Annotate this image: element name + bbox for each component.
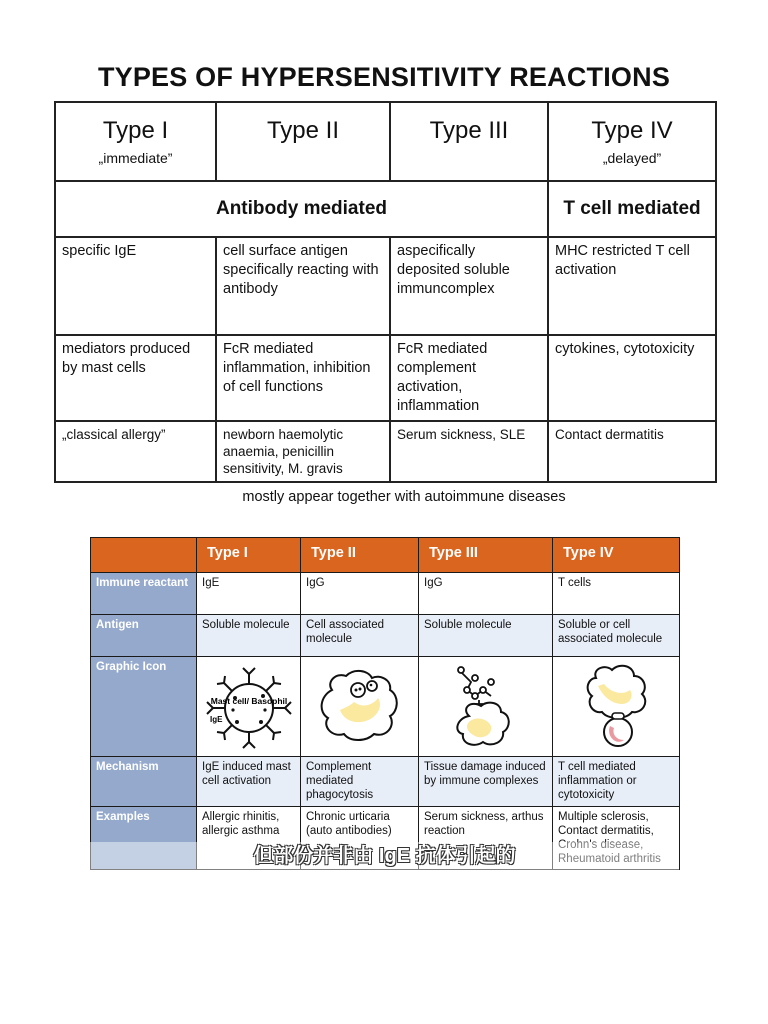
header-type-4: Type IV [553, 538, 680, 573]
cell: Cell associated molecule [301, 615, 419, 657]
type-header-row [55, 102, 716, 181]
table-row [55, 335, 716, 421]
cell: Tissue damage induced by immune complexes [419, 757, 553, 807]
header-blank [91, 538, 197, 573]
cell: Allergic rhinitis, allergic asthma [197, 807, 301, 870]
orange-header-row [91, 538, 680, 573]
header-type-3: Type III [419, 538, 553, 573]
header-type-1: Type I [197, 538, 301, 573]
cell: IgG [301, 573, 419, 615]
row-label: Immune reactant [91, 573, 197, 615]
ige-label: IgE [209, 715, 222, 724]
row-label: Graphic Icon [91, 657, 197, 757]
mast-cell-icon [197, 657, 301, 757]
header-type-3: Type III [390, 102, 548, 181]
hypersensitivity-summary-table [54, 101, 717, 483]
cell: „classical allergy” [55, 421, 216, 482]
table-row [91, 615, 680, 657]
cell: mediators produced by mast cells [55, 335, 216, 421]
cell: specific IgE [55, 237, 216, 335]
page-title: TYPES OF HYPERSENSITIVITY REACTIONS [97, 62, 671, 92]
cell: cell surface antigen specifically reacting with antibody [216, 237, 390, 335]
header-type-2: Type II [301, 538, 419, 573]
cell: Serum sickness, SLE [390, 421, 548, 482]
table-row [91, 757, 680, 807]
row-label: Examples [91, 807, 197, 870]
header-type-1: Type I „immediate” [55, 102, 216, 181]
table-row [55, 237, 716, 335]
cell: newborn haemolytic anaemia, penicillin sensitivity, M. gravis [216, 421, 390, 482]
cell: Chronic urticaria (auto antibodies) [301, 807, 419, 870]
table-row [91, 573, 680, 615]
cell: Complement mediated phagocytosis [301, 757, 419, 807]
cell: IgE [197, 573, 301, 615]
cell: FcR mediated complement activation, inflammation [390, 335, 548, 421]
mediation-row [55, 181, 716, 237]
cell: MHC restricted T cell activation [548, 237, 716, 335]
row-label: Antigen [91, 615, 197, 657]
cell: FcR mediated inflammation, inhibition of cell functions [216, 335, 390, 421]
cell: T cells [553, 573, 680, 615]
hypersensitivity-comparison-table [90, 537, 680, 870]
cell: aspecifically deposited soluble immuncomplex [390, 237, 548, 335]
cell: Multiple sclerosis, Contact dermatitis, Crohn's disease, Rheumatoid arthritis [553, 807, 680, 870]
mast-cell-label: Mast cell/ Basophil [210, 696, 287, 706]
cell: Soluble molecule [197, 615, 301, 657]
phagocytosis-icon [301, 657, 419, 757]
row-label: Mechanism [91, 757, 197, 807]
cell: Soluble or cell associated molecule [553, 615, 680, 657]
autoimmune-note: mostly appear together with autoimmune diseases [242, 489, 566, 505]
video-subtitle: 但部份并非由 IgE 抗体引起的 [90, 842, 679, 870]
tcell-mediated-label: T cell mediated [548, 181, 716, 237]
cell: Soluble molecule [419, 615, 553, 657]
immune-complex-icon [419, 657, 553, 757]
table-row [91, 657, 680, 757]
cell: Contact dermatitis [548, 421, 716, 482]
cell: IgE induced mast cell activation [197, 757, 301, 807]
cell: T cell mediated inflammation or cytotoxicity [553, 757, 680, 807]
cell: IgG [419, 573, 553, 615]
antibody-mediated-label: Antibody mediated [55, 181, 548, 237]
header-type-2: Type II [216, 102, 390, 181]
header-type-4: Type IV „delayed” [548, 102, 716, 181]
cell: cytokines, cytotoxicity [548, 335, 716, 421]
tcell-icon [553, 657, 680, 757]
table-row [55, 421, 716, 482]
cell: Serum sickness, arthus reaction [419, 807, 553, 870]
